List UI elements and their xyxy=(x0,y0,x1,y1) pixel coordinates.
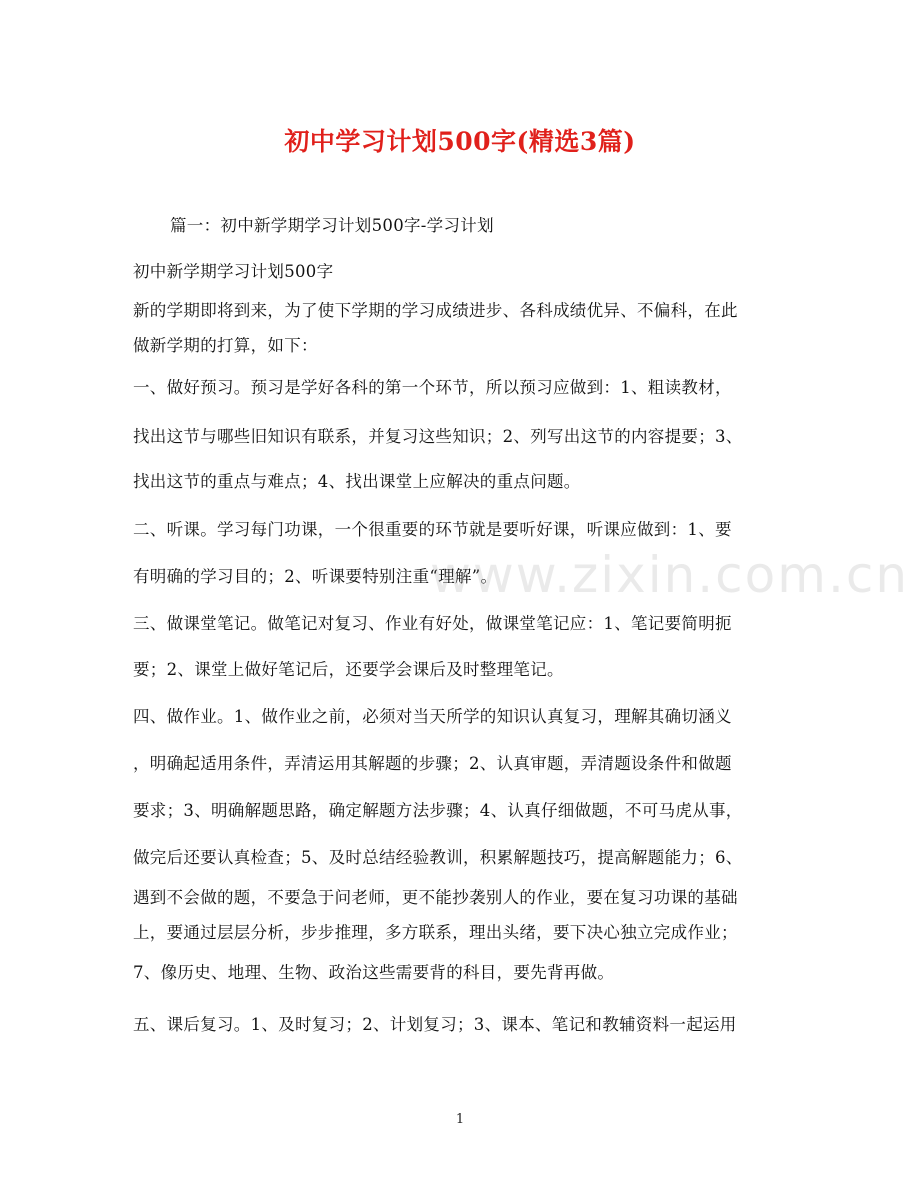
paragraph-line: 新的学期即将到来，为了使下学期的学习成绩进步、各科成绩优异、不偏科，在此 xyxy=(133,301,738,320)
paragraph-line: 初中新学期学习计划500字 xyxy=(133,262,334,281)
section-heading: 篇一：初中新学期学习计划500字-学习计划 xyxy=(170,216,494,235)
paragraph-line: 找出这节的重点与难点；4、找出课堂上应解决的重点问题。 xyxy=(133,472,581,491)
paragraph-line: 有明确的学习目的；2、听课要特别注重“理解”。 xyxy=(133,567,498,586)
document-title: 初中学习计划500字(精选3篇) xyxy=(284,127,636,156)
paragraph-line: 要；2、课堂上做好笔记后，还要学会课后及时整理笔记。 xyxy=(133,660,564,679)
paragraph-line: 四、做作业。1、做作业之前，必须对当天所学的知识认真复习，理解其确切涵义 xyxy=(133,707,732,726)
paragraph-line: 上，要通过层层分析，步步推理，多方联系，理出头绪，要下决心独立完成作业； xyxy=(133,923,738,942)
paragraph-line: 做新学期的打算，如下： xyxy=(133,336,318,355)
watermark: www.zixin.com.cn xyxy=(430,546,910,604)
paragraph-line: 做完后还要认真检查；5、及时总结经验教训，积累解题技巧，提高解题能力；6、 xyxy=(133,848,743,867)
paragraph-line: 遇到不会做的题，不要急于问老师，更不能抄袭别人的作业，要在复习功课的基础 xyxy=(133,888,738,907)
paragraph-line: 7、像历史、地理、生物、政治这些需要背的科目，要先背再做。 xyxy=(133,963,615,982)
paragraph-line: ，明确起适用条件，弄清运用其解题的步骤；2、认真审题，弄清题设条件和做题 xyxy=(133,754,732,773)
paragraph-line: 二、听课。学习每门功课，一个很重要的环节就是要听好课，听课应做到：1、要 xyxy=(133,520,732,539)
paragraph-line: 三、做课堂笔记。做笔记对复习、作业有好处，做课堂笔记应：1、笔记要简明扼 xyxy=(133,614,732,633)
paragraph-line: 五、课后复习。1、及时复习；2、计划复习；3、课本、笔记和教辅资料一起运用 xyxy=(133,1015,737,1034)
paragraph-line: 找出这节与哪些旧知识有联系，并复习这些知识；2、列写出这节的内容提要；3、 xyxy=(133,427,743,446)
paragraph-line: 要求；3、明确解题思路，确定解题方法步骤；4、认真仔细做题，不可马虎从事， xyxy=(133,801,743,820)
page-number: 1 xyxy=(455,1112,465,1127)
paragraph-line: 一、做好预习。预习是学好各科的第一个环节，所以预习应做到：1、粗读教材， xyxy=(133,378,732,397)
